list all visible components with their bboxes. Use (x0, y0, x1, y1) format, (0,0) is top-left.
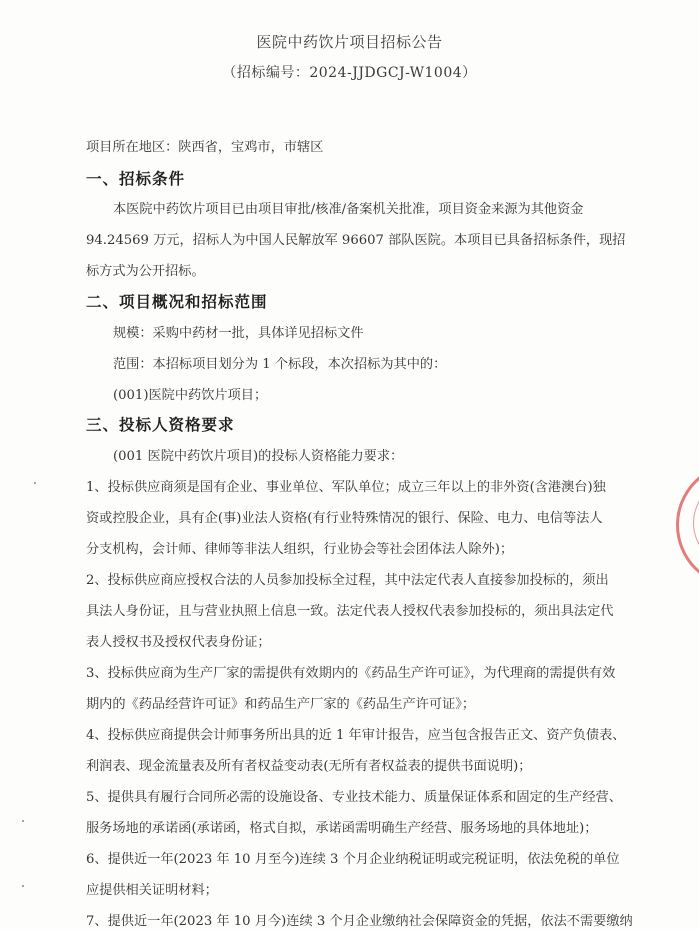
section-3-line: 分支机构，会计师、律师等非法人组织，行业协会等社会团体法人除外)； (86, 542, 514, 557)
section-3-line: (001 医院中药饮片项目)的投标人资格能力要求： (113, 449, 404, 464)
section-1-heading: 一、招标条件 (86, 169, 186, 188)
section-3-line: 资或控股企业，具有企(事)业法人资格(有行业特殊情况的银行、保险、电力、电信等法人 (86, 511, 603, 526)
section-3-line: 期内的《药品经营许可证》和药品生产厂家的《药品生产许可证》； (86, 697, 476, 712)
section-2-line: 规模：采购中药材一批，具体详见招标文件 (113, 326, 364, 341)
section-3-line: 具法人身份证，且与营业执照上信息一致。法定代表人授权代表参加投标的，须出具法定代 (86, 604, 614, 619)
document-title: 医院中药饮片项目招标公告 (256, 33, 443, 51)
section-3-heading: 三、投标人资格要求 (86, 415, 235, 434)
section-3-line: 5、提供具有履行合同所必需的设施设备、专业技术能力、质量保证体系和固定的生产经营、 (86, 790, 622, 805)
section-3-line: 表人授权书及授权代表身份证； (86, 635, 271, 650)
scan-speck (34, 482, 36, 484)
section-3-line: 1、投标供应商须是国有企业、事业单位、军队单位；成立三年以上的非外资(含港澳台)独 (86, 480, 606, 495)
section-3-line: 6、提供近一年(2023 年 10 月至今)连续 3 个月企业纳税证明或完税证明，依法免税的单位 (86, 852, 620, 867)
project-location: 项目所在地区：陕西省，宝鸡市，市辖区 (86, 140, 324, 155)
section-3-line: 应提供相关证明材料； (86, 883, 218, 898)
section-3-line: 3、投标供应商为生产厂家的需提供有效期内的《药品生产许可证》，为代理商的需提供有效 (86, 666, 616, 681)
section-3-line: 服务场地的承诺函(承诺函，格式自拟，承诺函需明确生产经营、服务场地的具体地址)； (86, 821, 598, 836)
scan-speck (22, 820, 24, 822)
scan-speck (22, 885, 24, 887)
section-1-line: 标方式为公开招标。 (86, 264, 205, 279)
official-seal-stamp (676, 462, 699, 588)
section-1-line: 94.24569 万元，招标人为中国人民解放军 96607 部队医院。本项目已具备招标条件，现招 (86, 233, 626, 248)
section-1-line: 本医院中药饮片项目已由项目审批/核准/备案机关批准，项目资金来源为其他资金 (113, 202, 584, 217)
section-2-line: (001)医院中药饮片项目； (113, 388, 268, 403)
section-2-heading: 二、项目概况和招标范围 (86, 292, 268, 311)
section-3-line: 4、投标供应商提供会计师事务所出具的近 1 年审计报告，应当包含报告正文、资产负债表、 (86, 728, 626, 743)
section-2-line: 范围：本招标项目划分为 1 个标段，本次招标为其中的： (113, 357, 447, 372)
section-3-line: 7、提供近一年(2023 年 10 月今)连续 3 个月企业缴纳社会保障资金的凭据，依法不需要缴纳 (86, 914, 633, 929)
section-3-line: 利润表、现金流量表及所有者权益变动表(无所有者权益表的提供书面说明)； (86, 759, 532, 774)
tender-code: （招标编号：2024-JJDGCJ-W1004） (222, 65, 477, 81)
official-seal-inner-ring (693, 479, 699, 567)
section-3-line: 2、投标供应商应授权合法的人员参加投标全过程，其中法定代表人直接参加投标的，须出 (86, 573, 609, 588)
